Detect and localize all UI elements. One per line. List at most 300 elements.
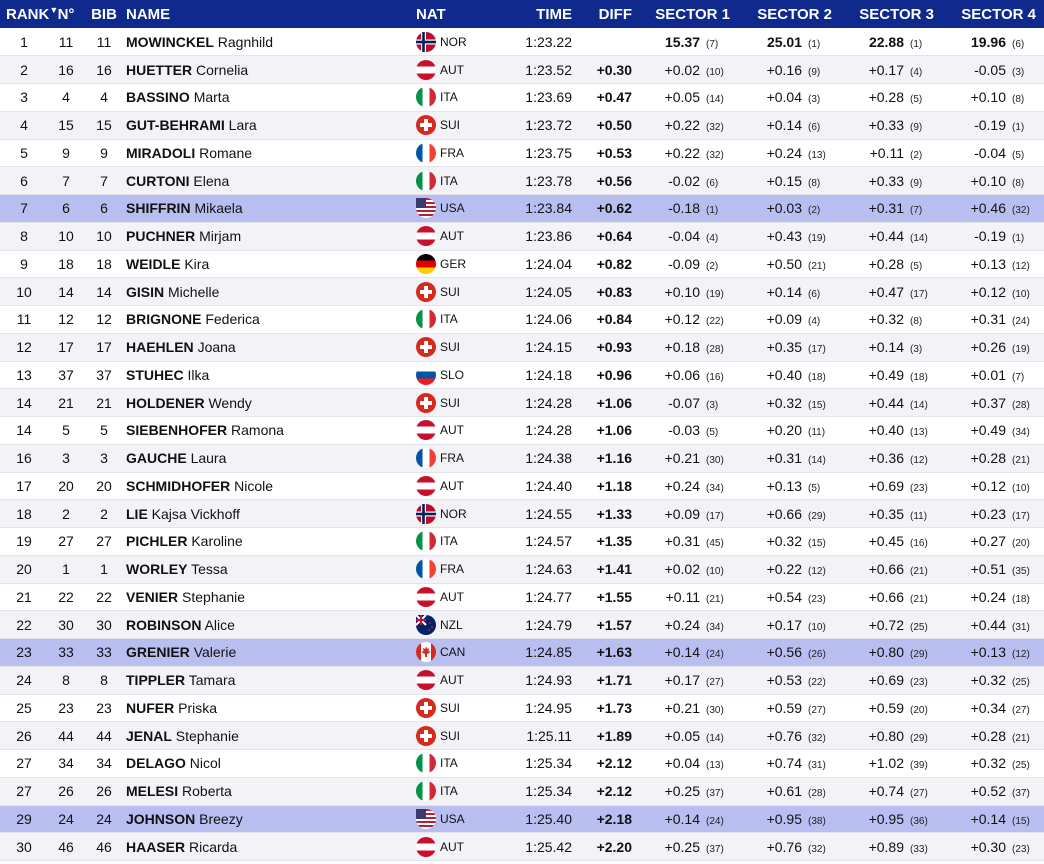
time-cell: 1:24.28 — [508, 417, 572, 445]
nation-cell — [416, 250, 508, 278]
sector-rank: (34) — [706, 482, 724, 494]
rank-cell: 5 — [0, 139, 48, 167]
diff-cell: +0.64 — [572, 222, 636, 250]
sector-time: +0.80 — [868, 727, 904, 744]
number-cell: 46 — [48, 833, 84, 861]
sector-rank: (1) — [808, 38, 821, 50]
athlete-name-cell[interactable] — [124, 722, 416, 750]
athlete-name-cell[interactable] — [124, 28, 416, 56]
diff-cell: +0.30 — [572, 56, 636, 84]
table-row[interactable] — [0, 222, 1044, 250]
sector-time: -0.19 — [974, 228, 1006, 245]
table-row[interactable] — [0, 833, 1044, 861]
sector-2-cell — [738, 306, 840, 334]
sector-rank: (19) — [808, 233, 826, 245]
sector-4-cell — [942, 111, 1044, 139]
table-row[interactable] — [0, 777, 1044, 805]
athlete-name-cell[interactable] — [124, 639, 416, 667]
sector-1-cell — [636, 389, 738, 417]
sector-2-cell — [738, 84, 840, 112]
nation-cell — [416, 167, 508, 195]
table-row[interactable] — [0, 805, 1044, 833]
bib-cell: 1 — [84, 555, 124, 583]
sector-time: +0.09 — [664, 505, 700, 522]
athlete-name-cell[interactable] — [124, 417, 416, 445]
first-name: Kajsa Vickhoff — [151, 505, 240, 522]
table-row[interactable] — [0, 56, 1044, 84]
sector-3-cell — [840, 139, 942, 167]
sector-2-cell — [738, 694, 840, 722]
sector-3-cell — [840, 833, 942, 861]
nation-cell — [416, 611, 508, 639]
sector-rank: (3) — [706, 399, 719, 411]
flag-icon — [416, 698, 436, 718]
sector-rank: (22) — [808, 677, 826, 689]
sector-time: +0.31 — [970, 311, 1006, 328]
sector-3-cell — [840, 333, 942, 361]
diff-cell: +1.33 — [572, 500, 636, 528]
sector-time: +0.12 — [970, 283, 1006, 300]
nation-cell — [416, 389, 508, 417]
flag-icon — [416, 337, 436, 357]
flag-icon — [416, 670, 436, 690]
table-row[interactable] — [0, 639, 1044, 667]
sector-time: +0.24 — [766, 144, 802, 161]
sector-rank: (19) — [1012, 344, 1030, 356]
sector-time: +0.40 — [868, 422, 904, 439]
bib-cell: 2 — [84, 500, 124, 528]
table-row[interactable] — [0, 500, 1044, 528]
nation-code: AUT — [440, 478, 464, 493]
table-row[interactable] — [0, 167, 1044, 195]
sector-rank: (5) — [1012, 149, 1025, 161]
sector-time: +0.61 — [766, 783, 802, 800]
sector-time: +0.15 — [766, 172, 802, 189]
sector-3-cell — [840, 611, 942, 639]
sector-2-cell — [738, 139, 840, 167]
last-name: CURTONI — [126, 172, 190, 189]
sector-rank: (19) — [706, 288, 724, 300]
nation-cell — [416, 805, 508, 833]
sector-3-cell — [840, 639, 942, 667]
sector-rank: (24) — [706, 815, 724, 827]
sector-rank: (12) — [1012, 649, 1030, 661]
bib-cell: 21 — [84, 389, 124, 417]
sector-1-cell — [636, 417, 738, 445]
sector-3-cell — [840, 722, 942, 750]
sector-rank: (20) — [1012, 538, 1030, 550]
sector-time: +0.05 — [664, 89, 700, 106]
first-name: Kira — [184, 255, 210, 272]
sector-2-cell — [738, 666, 840, 694]
sector-2-cell — [738, 444, 840, 472]
sector-3-cell — [840, 555, 942, 583]
sector-1-cell — [636, 611, 738, 639]
sector-time: +0.34 — [970, 699, 1006, 716]
sector-time: +0.44 — [868, 228, 904, 245]
header-no[interactable]: N° — [57, 5, 75, 23]
flag-icon — [416, 420, 436, 440]
time-cell: 1:24.40 — [508, 472, 572, 500]
number-cell: 14 — [48, 278, 84, 306]
sector-time: +0.37 — [970, 394, 1006, 411]
header-sector-2[interactable]: SECTOR 2 — [757, 5, 832, 23]
table-row[interactable] — [0, 555, 1044, 583]
sector-3-cell — [840, 583, 942, 611]
athlete-name-cell[interactable] — [124, 333, 416, 361]
sector-time: +0.24 — [970, 588, 1006, 605]
bib-cell: 12 — [84, 306, 124, 334]
athlete-name-cell[interactable] — [124, 167, 416, 195]
table-row[interactable] — [0, 750, 1044, 778]
rank-cell: 29 — [0, 805, 48, 833]
sector-time: +0.47 — [868, 283, 904, 300]
sector-rank: (6) — [706, 177, 719, 189]
flag-icon — [416, 809, 436, 829]
sector-time: +0.02 — [664, 61, 700, 78]
nation-cell — [416, 417, 508, 445]
rank-cell: 11 — [0, 306, 48, 334]
nation-code: CAN — [440, 645, 466, 660]
table-row[interactable] — [0, 694, 1044, 722]
sector-time: +0.13 — [970, 644, 1006, 661]
nation-code: GER — [440, 256, 467, 271]
table-row[interactable] — [0, 111, 1044, 139]
header-time[interactable]: TIME — [536, 5, 572, 23]
table-row[interactable] — [0, 84, 1044, 112]
header-sector-1[interactable]: SECTOR 1 — [655, 5, 730, 23]
sector-1-cell — [636, 472, 738, 500]
athlete-name-cell[interactable] — [124, 56, 416, 84]
table-row[interactable] — [0, 611, 1044, 639]
table-row[interactable] — [0, 666, 1044, 694]
athlete-name-cell[interactable] — [124, 111, 416, 139]
sector-3-cell — [840, 167, 942, 195]
sector-3-cell — [840, 750, 942, 778]
table-row[interactable] — [0, 444, 1044, 472]
sector-rank: (5) — [808, 482, 821, 494]
sector-rank: (17) — [706, 510, 724, 522]
nation-cell — [416, 306, 508, 334]
athlete-name-cell[interactable] — [124, 278, 416, 306]
athlete-name-cell[interactable] — [124, 833, 416, 861]
athlete-name-cell[interactable] — [124, 528, 416, 556]
table-row[interactable] — [0, 333, 1044, 361]
number-cell: 27 — [48, 528, 84, 556]
athlete-name-cell[interactable] — [124, 555, 416, 583]
athlete-name-cell[interactable] — [124, 694, 416, 722]
athlete-name-cell[interactable] — [124, 84, 416, 112]
header-bib[interactable]: BIB — [91, 5, 117, 23]
diff-cell: +0.96 — [572, 361, 636, 389]
sector-rank: (17) — [1012, 510, 1030, 522]
table-row[interactable] — [0, 361, 1044, 389]
sector-4-cell — [942, 389, 1044, 417]
sector-time: +0.35 — [766, 339, 802, 356]
sector-rank: (8) — [1012, 177, 1025, 189]
sector-time: +0.50 — [766, 255, 802, 272]
last-name: HOLDENER — [126, 394, 205, 411]
table-row[interactable] — [0, 417, 1044, 445]
sector-3-cell — [840, 389, 942, 417]
sector-rank: (8) — [1012, 94, 1025, 106]
sector-time: +0.59 — [766, 699, 802, 716]
rank-cell: 27 — [0, 750, 48, 778]
table-row[interactable] — [0, 195, 1044, 223]
sector-3-cell — [840, 56, 942, 84]
diff-cell: +0.84 — [572, 306, 636, 334]
sector-3-cell — [840, 666, 942, 694]
sector-4-cell — [942, 555, 1044, 583]
last-name: WORLEY — [126, 561, 188, 578]
bib-cell: 15 — [84, 111, 124, 139]
rank-cell: 7 — [0, 195, 48, 223]
number-cell: 20 — [48, 472, 84, 500]
rank-cell: 25 — [0, 694, 48, 722]
sector-4-cell — [942, 666, 1044, 694]
sector-time: +0.56 — [766, 644, 802, 661]
table-row[interactable] — [0, 250, 1044, 278]
sector-rank: (9) — [808, 66, 821, 78]
sector-1-cell — [636, 528, 738, 556]
nation-cell — [416, 833, 508, 861]
sector-time: +0.66 — [766, 505, 802, 522]
sector-2-cell — [738, 278, 840, 306]
sector-time: -0.04 — [974, 144, 1006, 161]
athlete-name-cell[interactable] — [124, 777, 416, 805]
first-name: Elena — [193, 172, 230, 189]
header-diff[interactable]: DIFF — [598, 5, 632, 23]
sector-time: +0.31 — [664, 533, 700, 550]
first-name: Mikaela — [194, 200, 243, 217]
sector-time: +0.17 — [868, 61, 904, 78]
table-row[interactable] — [0, 583, 1044, 611]
table-row[interactable] — [0, 28, 1044, 56]
flag-icon — [416, 753, 436, 773]
sector-rank: (5) — [910, 94, 923, 106]
flag-icon — [416, 726, 436, 746]
athlete-name-cell[interactable] — [124, 306, 416, 334]
sector-time: -0.09 — [668, 255, 700, 272]
number-cell: 44 — [48, 722, 84, 750]
rank-cell: 6 — [0, 167, 48, 195]
sector-rank: (15) — [808, 538, 826, 550]
athlete-name-cell[interactable] — [124, 583, 416, 611]
header-sector-3[interactable]: SECTOR 3 — [859, 5, 934, 23]
sector-time: +0.30 — [970, 838, 1006, 855]
bib-cell: 5 — [84, 417, 124, 445]
header-nat[interactable]: NAT — [416, 5, 446, 23]
sector-time: +0.14 — [766, 117, 802, 134]
sector-time: +0.51 — [970, 561, 1006, 578]
table-row[interactable] — [0, 722, 1044, 750]
nation-cell — [416, 361, 508, 389]
sector-3-cell — [840, 361, 942, 389]
rank-cell: 9 — [0, 250, 48, 278]
sector-rank: (25) — [1012, 677, 1030, 689]
athlete-name-cell[interactable] — [124, 361, 416, 389]
time-cell: 1:23.52 — [508, 56, 572, 84]
sector-time: +0.26 — [970, 339, 1006, 356]
rank-cell: 30 — [0, 833, 48, 861]
athlete-name-cell[interactable] — [124, 389, 416, 417]
sector-time: +1.02 — [868, 755, 904, 772]
number-cell: 24 — [48, 805, 84, 833]
diff-cell: +1.57 — [572, 611, 636, 639]
sector-rank: (23) — [910, 482, 928, 494]
flag-icon — [416, 254, 436, 274]
bib-cell: 8 — [84, 666, 124, 694]
first-name: Wendy — [208, 394, 252, 411]
time-cell: 1:24.28 — [508, 389, 572, 417]
athlete-name-cell[interactable] — [124, 195, 416, 223]
nation-code: ITA — [440, 534, 458, 549]
sector-4-cell — [942, 777, 1044, 805]
last-name: MOWINCKEL — [126, 33, 214, 50]
diff-cell: +1.71 — [572, 666, 636, 694]
sector-3-cell — [840, 694, 942, 722]
sector-time: 22.88 — [868, 33, 904, 50]
nation-cell — [416, 750, 508, 778]
athlete-name-cell[interactable] — [124, 666, 416, 694]
athlete-name-cell[interactable] — [124, 444, 416, 472]
athlete-name-cell[interactable] — [124, 500, 416, 528]
sector-rank: (6) — [808, 122, 821, 134]
sector-1-cell — [636, 222, 738, 250]
first-name: Tamara — [188, 672, 236, 689]
flag-icon — [416, 226, 436, 246]
rank-cell: 1 — [0, 28, 48, 56]
last-name: JENAL — [126, 727, 172, 744]
sector-3-cell — [840, 306, 942, 334]
first-name: Roberta — [182, 783, 232, 800]
table-row[interactable] — [0, 278, 1044, 306]
nation-code: AUT — [440, 229, 464, 244]
bib-cell: 10 — [84, 222, 124, 250]
time-cell: 1:23.75 — [508, 139, 572, 167]
athlete-name-cell[interactable] — [124, 222, 416, 250]
first-name: Marta — [193, 89, 230, 106]
nation-code: ITA — [440, 784, 458, 799]
bib-cell: 11 — [84, 28, 124, 56]
athlete-name-cell[interactable] — [124, 750, 416, 778]
sector-1-cell — [636, 28, 738, 56]
first-name: Stephanie — [182, 588, 246, 605]
sector-1-cell — [636, 666, 738, 694]
last-name: STUHEC — [126, 366, 184, 383]
sector-rank: (24) — [706, 649, 724, 661]
diff-cell: +2.12 — [572, 750, 636, 778]
sector-time: -0.05 — [974, 61, 1006, 78]
sector-3-cell — [840, 278, 942, 306]
sector-rank: (5) — [706, 427, 719, 439]
number-cell: 1 — [48, 555, 84, 583]
sector-2-cell — [738, 500, 840, 528]
first-name: Nicol — [189, 755, 221, 772]
sector-rank: (4) — [910, 66, 923, 78]
sector-time: -0.19 — [974, 117, 1006, 134]
table-row[interactable] — [0, 472, 1044, 500]
athlete-name-cell[interactable] — [124, 472, 416, 500]
last-name: GAUCHE — [126, 450, 187, 467]
sector-rank: (23) — [910, 677, 928, 689]
sector-2-cell — [738, 361, 840, 389]
sector-rank: (10) — [1012, 288, 1030, 300]
last-name: TIPPLER — [126, 672, 186, 689]
table-row[interactable] — [0, 139, 1044, 167]
sector-4-cell — [942, 195, 1044, 223]
sector-2-cell — [738, 722, 840, 750]
bib-cell: 16 — [84, 56, 124, 84]
sector-2-cell — [738, 833, 840, 861]
time-cell: 1:24.06 — [508, 306, 572, 334]
diff-cell: +0.62 — [572, 195, 636, 223]
last-name: MIRADOLI — [126, 144, 196, 161]
first-name: Cornelia — [196, 61, 249, 78]
header-name[interactable]: NAME — [126, 5, 171, 23]
sector-2-cell — [738, 195, 840, 223]
diff-cell: +2.18 — [572, 805, 636, 833]
diff-cell: +0.53 — [572, 139, 636, 167]
sector-rank: (1) — [910, 38, 923, 50]
sector-rank: (25) — [910, 621, 928, 633]
sector-4-cell — [942, 472, 1044, 500]
sector-time: +0.31 — [766, 450, 802, 467]
time-cell: 1:24.18 — [508, 361, 572, 389]
sector-time: +0.14 — [664, 810, 700, 827]
sector-4-cell — [942, 84, 1044, 112]
table-row[interactable] — [0, 306, 1044, 334]
header-sector-4[interactable]: SECTOR 4 — [961, 5, 1036, 23]
sector-3-cell — [840, 805, 942, 833]
sector-rank: (7) — [910, 205, 923, 217]
first-name: Federica — [205, 311, 260, 328]
number-cell: 7 — [48, 167, 84, 195]
athlete-name-cell[interactable] — [124, 805, 416, 833]
table-row[interactable] — [0, 528, 1044, 556]
sector-rank: (37) — [706, 788, 724, 800]
sector-time: +0.12 — [970, 477, 1006, 494]
nation-code: SUI — [440, 118, 461, 133]
sector-time: +0.32 — [970, 672, 1006, 689]
athlete-name-cell[interactable] — [124, 139, 416, 167]
rank-cell: 3 — [0, 84, 48, 112]
header-rank[interactable] — [0, 0, 59, 28]
nation-code: SUI — [440, 700, 461, 715]
sector-rank: (3) — [910, 344, 923, 356]
last-name: HAEHLEN — [126, 339, 194, 356]
bib-cell: 4 — [84, 84, 124, 112]
first-name: Romane — [199, 144, 253, 161]
athlete-name-cell[interactable] — [124, 611, 416, 639]
sector-rank: (1) — [706, 205, 719, 217]
time-cell: 1:25.11 — [508, 722, 572, 750]
sector-1-cell — [636, 250, 738, 278]
sector-rank: (9) — [910, 177, 923, 189]
bib-cell: 17 — [84, 333, 124, 361]
sector-time: +0.28 — [868, 89, 904, 106]
athlete-name-cell[interactable] — [124, 250, 416, 278]
sector-time: +0.14 — [664, 644, 700, 661]
time-cell: 1:24.93 — [508, 666, 572, 694]
bib-cell: 18 — [84, 250, 124, 278]
time-cell: 1:24.38 — [508, 444, 572, 472]
number-cell: 8 — [48, 666, 84, 694]
sector-4-cell — [942, 278, 1044, 306]
sector-rank: (32) — [706, 149, 724, 161]
sector-rank: (14) — [706, 732, 724, 744]
table-row[interactable] — [0, 389, 1044, 417]
